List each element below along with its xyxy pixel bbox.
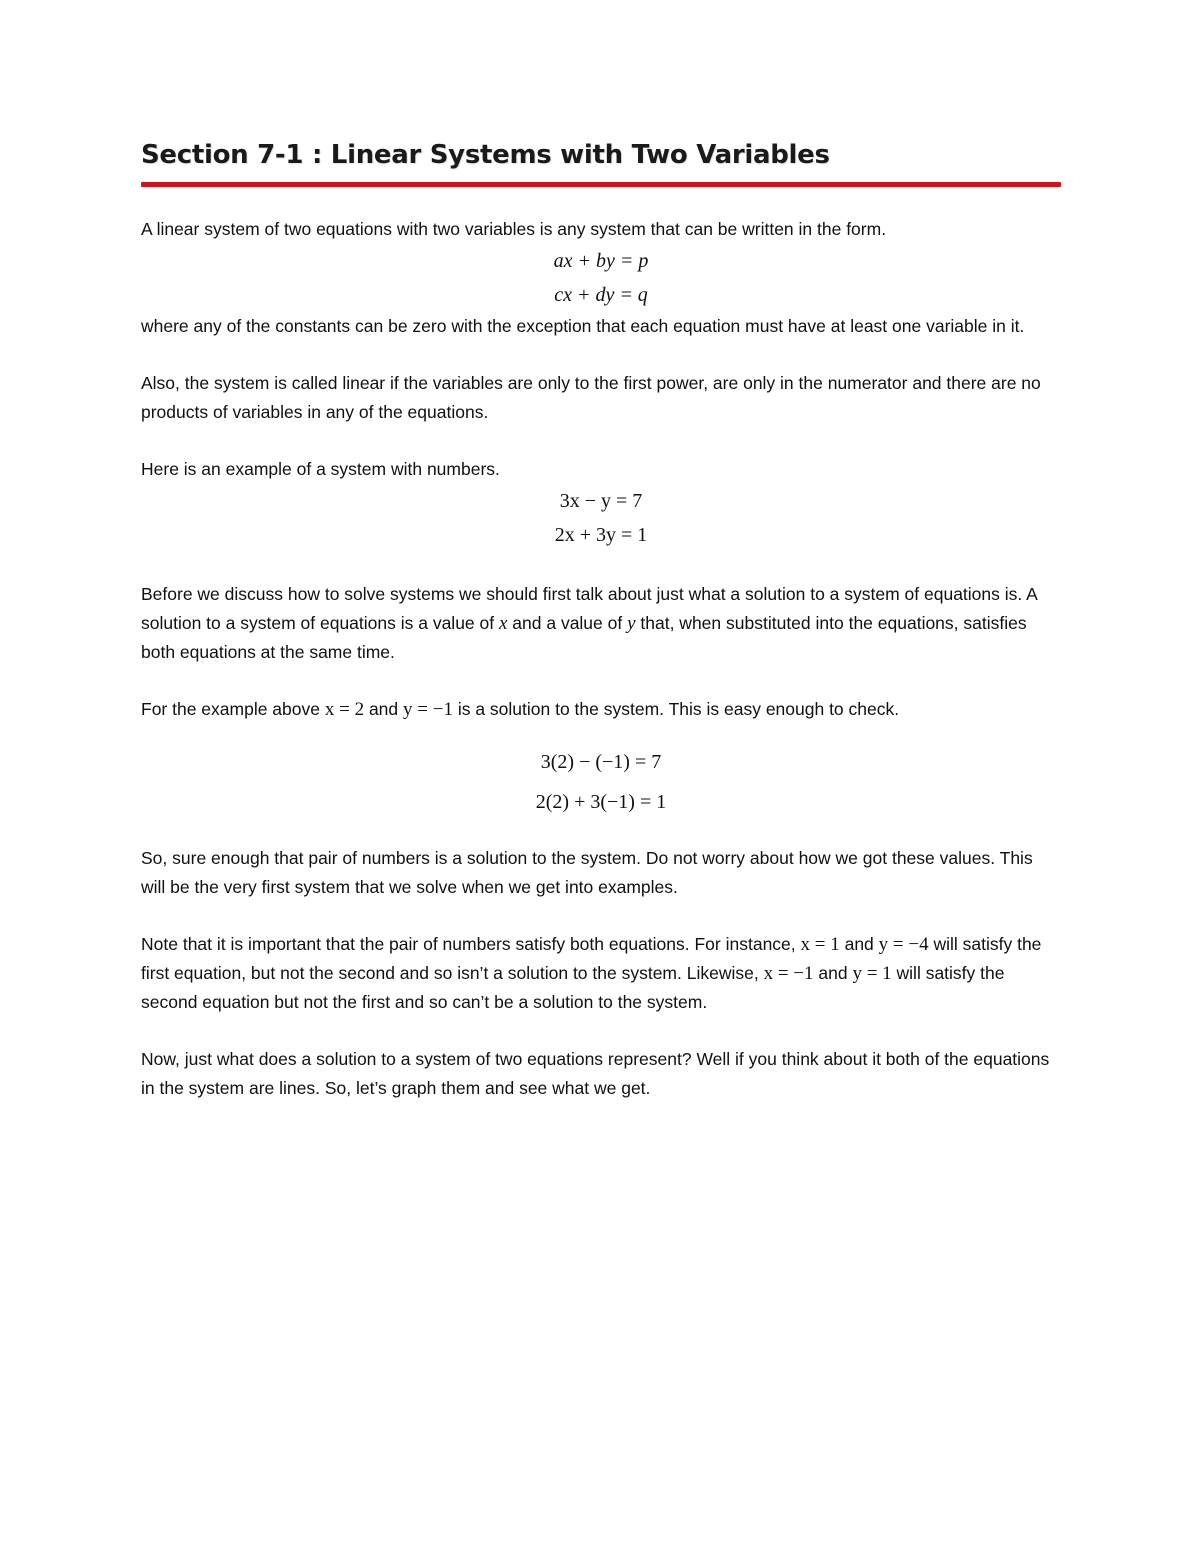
paragraph-constants: where any of the constants can be zero with the exception that each equation must have at least one variable in it. (141, 316, 1025, 336)
equation-example-2: 2x + 3y = 1 (554, 524, 648, 546)
paragraph-example-intro: Here is an example of a system with numbers. (141, 459, 500, 479)
paragraph-solution-example: For the example above x = 2 and y = −1 is a solution to the system. This is easy enough to check. (141, 699, 900, 720)
section-title: Section 7-1 : Linear Systems with Two Variables (141, 140, 830, 170)
equation-general-1: ax + by = p (553, 250, 649, 272)
paragraph-solution-definition: Before we discuss how to solve systems we should first talk about just what a solution to a system of equations is. A solution to a system of equations is a value of x and a value of y that, when substituted into the equations, satisfies both equations at the same time. (141, 584, 1037, 662)
math-x: x (498, 613, 508, 634)
equation-general-2: cx + dy = q (554, 284, 648, 306)
math-x-eq-2: x = 2 (324, 699, 365, 720)
paragraph-both-equations: Note that it is important that the pair of numbers satisfy both equations. For instance, x = 1 and y = −4 will satisfy the first equation, but not the second and so isn’t a solution to the system. Likewise, x = −1 and y = 1 will satisfy the second equation but not the first and so can’t be a solution to the system. (141, 934, 1042, 1012)
math-y-eq-neg1: y = −1 (403, 699, 453, 720)
math-x-eq-neg1: x = −1 (763, 963, 814, 984)
paragraph-graph-intro: Now, just what does a solution to a system of two equations represent? Well if you think about it both of the equations in the system are lines. So, let’s graph them and see what we get. (141, 1049, 1050, 1098)
equation-check-2: 2(2) + 3(−1) = 1 (535, 791, 667, 813)
math-y-eq-1: y = 1 (852, 963, 892, 984)
paragraph-linear-condition: Also, the system is called linear if the variables are only to the first power, are only in the numerator and there are no products of variables in any of the equations. (141, 373, 1041, 422)
paragraph-definition: A linear system of two equations with two variables is any system that can be written in the form. (141, 219, 887, 239)
math-y: y (627, 613, 636, 634)
math-x-eq-1: x = 1 (800, 934, 840, 955)
math-y-eq-neg4: y = −4 (878, 934, 929, 955)
equation-check-1: 3(2) − (−1) = 7 (540, 751, 662, 773)
paragraph-sure-enough: So, sure enough that pair of numbers is a solution to the system. Do not worry about how we got these values. This will be the very first system that we solve when we get into examples. (141, 848, 1033, 897)
document-page (141, 140, 1061, 1103)
equation-example-1: 3x − y = 7 (559, 490, 643, 512)
